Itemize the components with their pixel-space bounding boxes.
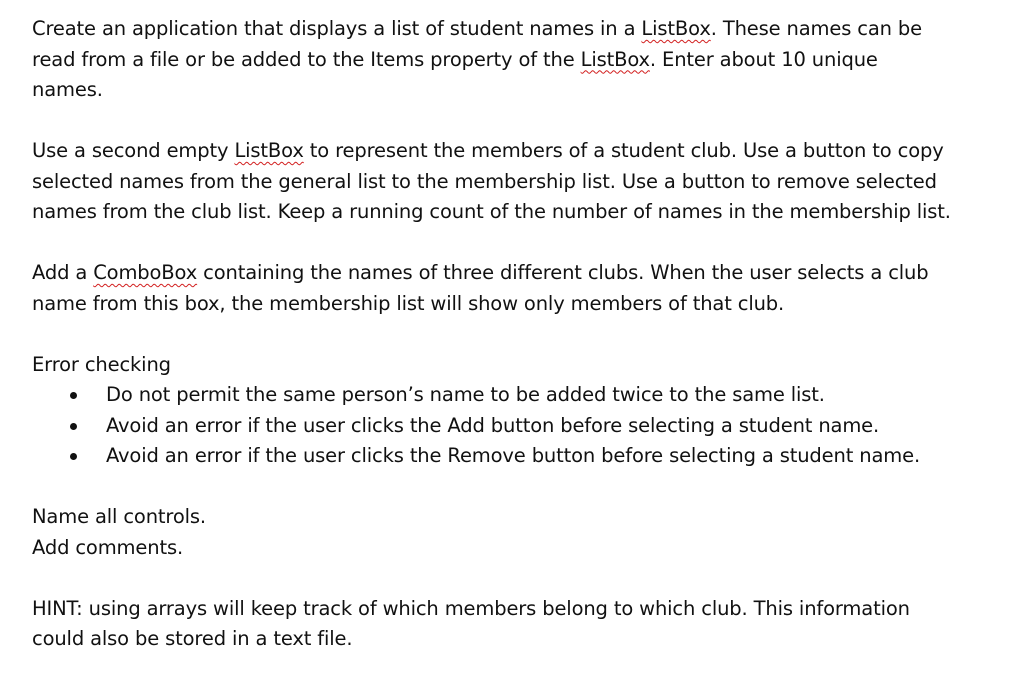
bullet-icon [70,392,77,399]
list-item-text: Do not permit the same person’s name to be added twice to the same list. [106,383,825,406]
paragraph-line [32,45,1012,76]
error-checking-list [32,380,1012,472]
error-checking-heading: Error checking [32,352,171,376]
list-item [32,380,1012,411]
paragraph-line [32,258,1012,289]
paragraph-line: Name all controls. [32,505,206,528]
paragraph-listbox-intro [32,14,1012,106]
spellcheck-term: ComboBox [93,261,198,284]
text-segment: Create an application that displays a list of student names in a [32,17,642,40]
bullet-icon [70,453,77,460]
paragraph-hint [32,594,1012,655]
paragraph-line: selected names from the general list to the membership list. Use a button to remove selected [32,169,937,193]
text-segment: Add a [32,261,94,284]
list-item [32,441,1012,472]
spellcheck-term: ListBox [641,17,711,40]
spellcheck-term: ListBox [234,139,304,162]
paragraph-line: names from the club list. Keep a running count of the number of names in the membership list. [32,200,951,223]
paragraph-line [32,14,1012,45]
paragraph-membership [32,136,1012,228]
bullet-icon [70,423,77,430]
paragraph-instructions [32,502,1012,563]
list-item-text: Avoid an error if the user clicks the Add button before selecting a student name. [106,413,880,437]
paragraph-line [32,136,1012,167]
paragraph-line: Add comments. [32,535,184,559]
text-segment: read from a file or be added to the Items property of the [32,47,581,71]
text-segment: . These names can be [710,17,922,40]
text-segment: Use a second empty [32,139,235,162]
paragraph-line: name from this box, the membership list will show only members of that club. [32,291,785,315]
paragraph-line: could also be stored in a text file. [32,627,353,650]
list-item [32,411,1012,442]
paragraph-line: names. [32,78,103,101]
spellcheck-term: ListBox [580,47,650,71]
document-body [32,14,1012,685]
text-segment: to represent the members of a student club. Use a button to copy [303,139,944,162]
paragraph-combobox [32,258,1012,319]
error-checking-section [32,350,1012,472]
text-segment: . Enter about 10 unique [649,47,878,71]
text-segment: containing the names of three different clubs. When the user selects a club [197,261,929,284]
list-item-text: Avoid an error if the user clicks the Remove button before selecting a student name. [106,444,920,467]
paragraph-line: HINT: using arrays will keep track of which members belong to which club. This information [32,596,910,620]
